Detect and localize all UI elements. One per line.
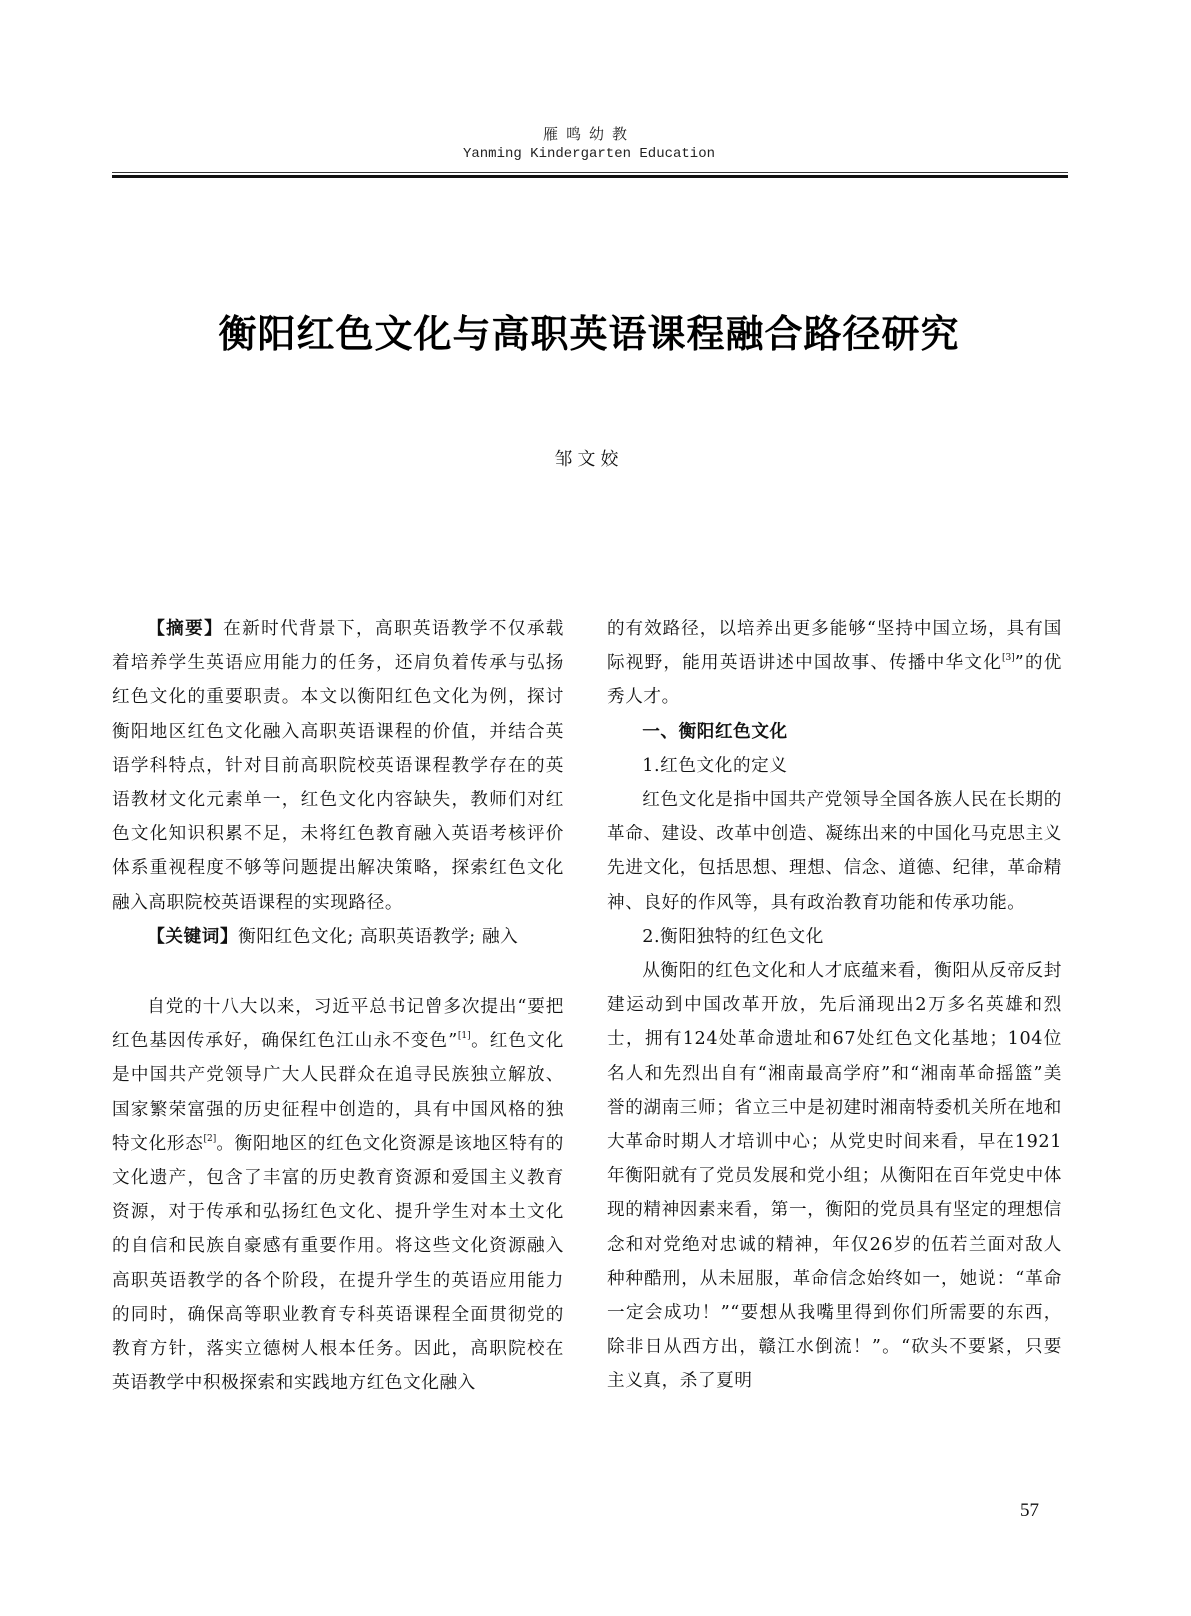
body-text: ”的优秀人才。 [607, 653, 1062, 708]
citation-ref-2[interactable]: [2] [203, 1133, 217, 1144]
running-header [110, 124, 1068, 163]
body-text: 自党的十八大以来，习近平总书记曾多次提出“要把红色基因传承好，确保红色江山永不变色” [112, 997, 564, 1052]
definition-paragraph: 红色文化是指中国共产党领导全国各族人民在长期的革命、建设、改革中创造、凝练出来的中国化马克思主义先进文化，包括思想、理想、信念、道德、纪律，革命精神、良好的作风等，具有政治教育功能和传承功能。 [607, 790, 1062, 913]
keywords-paragraph [112, 920, 564, 954]
body-text: 。红色文化是中国共产党领导广大人民群众在追寻民族独立解放、国家繁荣富强的历史征程中创造的，具有中国风格的独特文化形态 [112, 1031, 564, 1154]
abstract-text: 在新时代背景下，高职英语教学不仅承载着培养学生英语应用能力的任务，还肩负着传承与弘扬红色文化的重要职责。本文以衡阳红色文化为例，探讨衡阳地区红色文化融入高职英语课程的价值，并结合英语学科特点，针对目前高职院校英语课程教学存在的英语教材文化元素单一，红色文化内容缺失，教师们对红色文化知识积累不足，未将红色教育融入英语考核评价体系重视程度不够等问题提出解决策略，探索红色文化融入高职院校英语课程的实现路径。 [112, 619, 564, 913]
keyword-separator: ; [347, 926, 361, 947]
subsection-heading-2: 2.衡阳独特的红色文化 [642, 926, 824, 947]
subsection-heading-1: 1.红色文化的定义 [642, 755, 788, 776]
keyword-separator: ; [469, 926, 482, 947]
journal-name-chinese: 雁鸣幼教 [542, 125, 635, 143]
citation-ref-3[interactable]: [3] [1002, 653, 1015, 664]
journal-name-english: Yanming Kindergarten Education [462, 146, 716, 162]
intro-paragraph [112, 990, 564, 1400]
keyword-item: 高职英语教学 [360, 926, 470, 947]
keyword-item: 融入 [481, 926, 519, 947]
abstract-section [112, 612, 564, 954]
body-text: 的有效路径，以培养出更多能够“坚持中国立场，具有国际视野，能用英语讲述中国故事、传播中华文化 [607, 619, 1062, 674]
article-author: 邹文姣 [554, 449, 624, 470]
keyword-item: 衡阳红色文化 [238, 926, 348, 947]
section-heading-1: 一、衡阳红色文化 [642, 721, 788, 742]
intro-paragraph-continued [607, 612, 1062, 715]
header-rule-thin [112, 172, 1068, 173]
citation-ref-1[interactable]: [1] [457, 1031, 471, 1042]
right-column [607, 612, 1062, 1399]
keywords-label: 【关键词】 [147, 926, 239, 947]
left-column [112, 612, 564, 1400]
section-gap [112, 954, 564, 990]
header-rule-thick [112, 175, 1068, 178]
body-text: 。衡阳地区的红色文化资源是该地区特有的文化遗产，包含了丰富的历史教育资源和爱国主义教育资源，对于传承和弘扬红色文化、提升学生对本土文化的自信和民族自豪感有重要作用。将这些文化资源融入高职英语教学的各个阶段，在提升学生的英语应用能力的同时，确保高等职业教育专科英语课程全面贯彻党的教育方针，落实立德树人根本任务。因此，高职院校在英语教学中积极探索和实践地方红色文化融入 [112, 1133, 564, 1394]
abstract-label: 【摘要】 [147, 619, 224, 639]
article-title: 衡阳红色文化与高职英语课程融合路径研究 [218, 311, 960, 357]
abstract-paragraph [112, 612, 564, 920]
page-number: 57 [1020, 1500, 1039, 1521]
hengyang-culture-paragraph: 从衡阳的红色文化和人才底蕴来看，衡阳从反帝反封建运动到中国改革开放，先后涌现出2万多名英雄和烈士，拥有124处革命遗址和67处红色文化基地；104位名人和先烈出自有“湘南最高学府”和“湘南革命摇篮”美誉的湖南三师；省立三中是初建时湘南特委机关所在地和大革命时期人才培训中心；从党史时间来看，早在1921年衡阳就有了党员发展和党小组；从衡阳在百年党史中体现的精神因素来看，第一，衡阳的党员具有坚定的理想信念和对党绝对忠诚的精神，年仅26岁的伍若兰面对敌人种种酷刑，从未屈服，革命信念始终如一，她说：“革命一定会成功！”“要想从我嘴里得到你们所需要的东西，除非日从西方出，赣江水倒流！”。“砍头不要紧，只要主义真，杀了夏明 [607, 961, 1062, 1392]
